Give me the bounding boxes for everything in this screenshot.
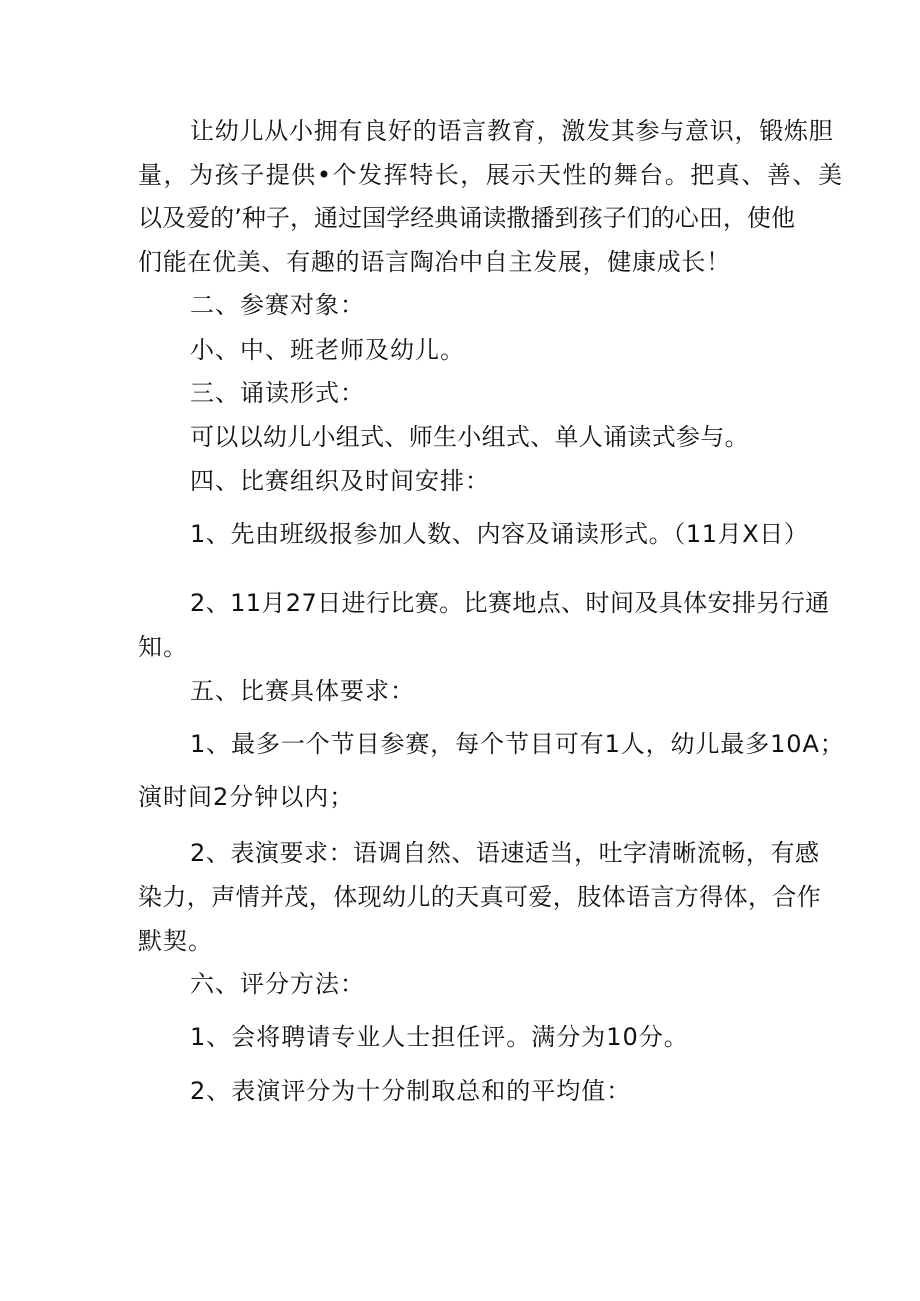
section-heading-participants: 二、参赛对象： bbox=[190, 291, 365, 319]
paragraph-intro-line-2: 量，为孩子提供•个发挥特长，展示天性的舞台。把真、善、美 bbox=[138, 161, 844, 189]
schedule-item-2-line-1: 2、11月27日进行比赛。比赛地点、时间及具体安排另行通 bbox=[190, 589, 830, 617]
schedule-item-2-line-2: 知。 bbox=[138, 633, 188, 661]
schedule-item-1: 1、先由班级报参加人数、内容及诵读形式。（11月X日） bbox=[190, 520, 809, 548]
requirement-item-2-line-1: 2、表演要求：语调自然、语速适当，吐字清晰流畅，有感 bbox=[190, 839, 820, 867]
paragraph-intro-line-3: 以及爱的’种子，通过国学经典诵读撒播到孩子们的心田，使他 bbox=[138, 204, 796, 232]
format-text: 可以以幼儿小组式、师生小组式、单人诵读式参与。 bbox=[190, 423, 749, 451]
section-heading-schedule: 四、比赛组织及时间安排： bbox=[190, 467, 490, 495]
paragraph-intro-line-1: 让幼儿从小拥有良好的语言教育，激发其参与意识，锻炼胆 bbox=[190, 117, 834, 145]
section-heading-requirements: 五、比赛具体要求： bbox=[190, 677, 415, 705]
requirement-item-2-line-2: 染力，声情并茂，体现幼儿的天真可爱，肢体语言方得体，合作 bbox=[138, 883, 822, 911]
requirement-item-1-line-1: 1、最多一个节目参赛，每个节目可有1人，幼儿最多10A； bbox=[190, 730, 845, 758]
scoring-item-1: 1、会将聘请专业人士担任评。满分为10分。 bbox=[190, 1023, 689, 1051]
participants-text: 小、中、班老师及幼儿。 bbox=[190, 336, 465, 364]
section-heading-scoring: 六、评分方法： bbox=[190, 970, 365, 998]
scoring-item-2: 2、表演评分为十分制取总和的平均值： bbox=[190, 1077, 632, 1105]
paragraph-intro-line-4: 们能在优美、有趣的语言陶冶中自主发展，健康成长！ bbox=[138, 248, 731, 276]
section-heading-format: 三、诵读形式： bbox=[190, 379, 365, 407]
requirement-item-2-line-3: 默契。 bbox=[138, 927, 213, 955]
requirement-item-1-line-2: 演时间2分钟以内； bbox=[138, 783, 355, 811]
